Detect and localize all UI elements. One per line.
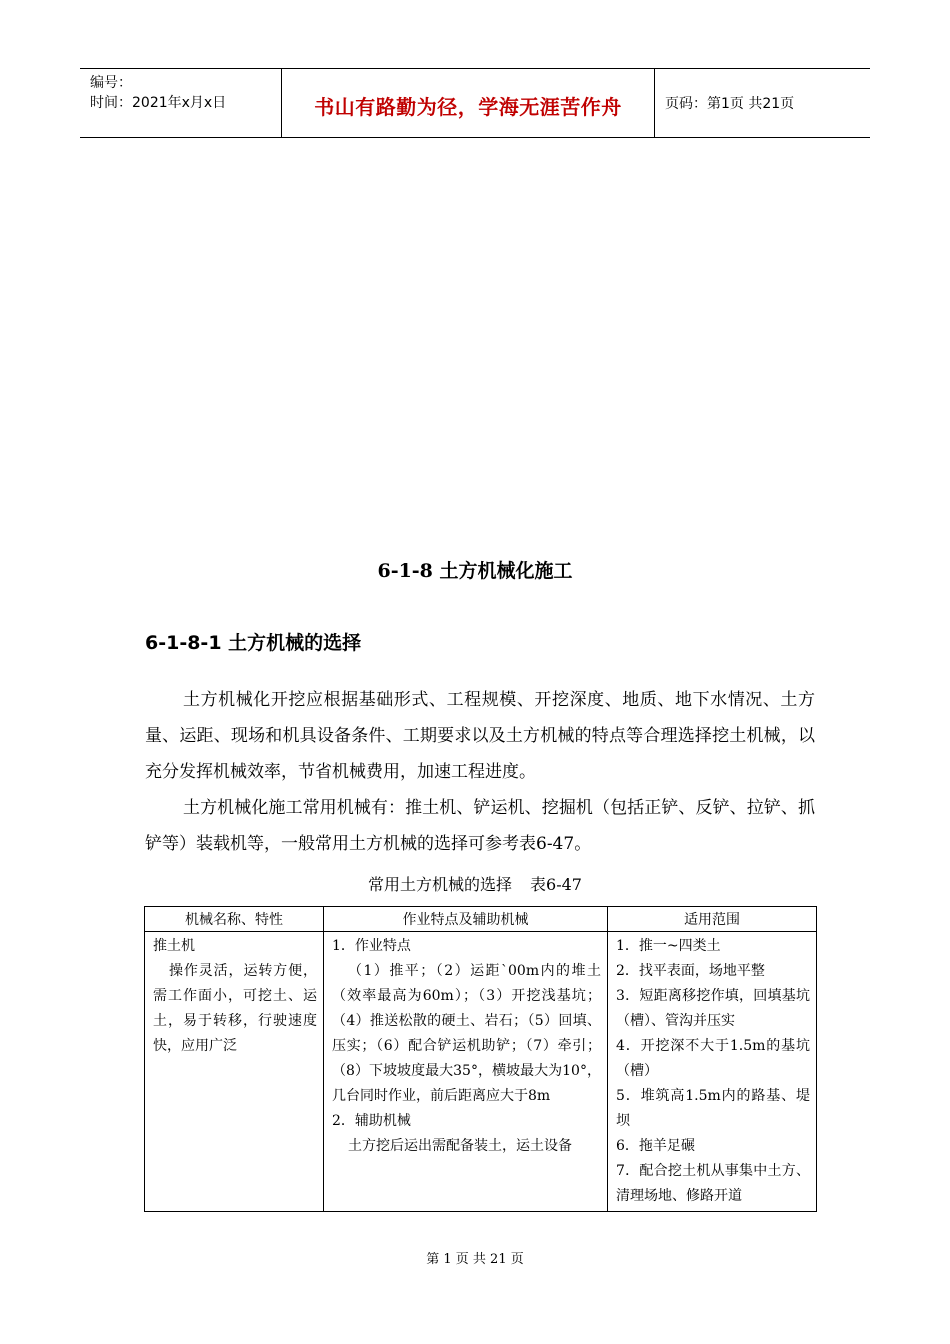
- scope-item: 6．拖羊足碾: [616, 1138, 695, 1154]
- header-page-number: 页码：第1页 共21页: [665, 96, 795, 112]
- scope-item: 7．配合挖土机从事集中土方、清理场地、修路开道: [616, 1163, 810, 1204]
- scope-cell: [608, 932, 817, 1212]
- table-header-row: [145, 907, 817, 932]
- body-paragraph: 土方机械化开挖应根据基础形式、工程规模、开挖深度、地质、地下水情况、土方量、运距、现场和机具设备条件、工期要求以及土方机械的特点等合理选择挖土机械，以充分发挥机械效率，节省机械费用，加速工程进度。: [145, 690, 815, 782]
- operation-text: （1）推平；（2）运距`00m内的堆土（效率最高为60m）；（3）开挖浅基坑；（4）推送松散的硬土、岩石；（5）回填、压实；（6）配合铲运机助铲；（7）牵引；（8）下坡坡度最大35°，横坡最大为10°，几台同时作业，前后距离应大于8m: [332, 963, 601, 1104]
- column-header: 作业特点及辅助机械: [324, 907, 608, 932]
- chapter-title: 6-1-8 土方机械化施工: [377, 560, 573, 582]
- body-paragraph: 土方机械化施工常用机械有：推土机、铲运机、挖掘机（包括正铲、反铲、拉铲、抓铲等）装载机等，一般常用土方机械的选择可参考表6-47。: [145, 798, 815, 854]
- scope-item: 2．找平表面，场地平整: [616, 963, 765, 979]
- table-caption: [0, 872, 950, 895]
- machine-traits: 操作灵活，运转方便，需工作面小，可挖土、运土，易于转移，行驶速度快，应用广泛: [153, 963, 317, 1054]
- number-label: 编号：: [90, 75, 132, 91]
- table-caption-text: 常用土方机械的选择: [368, 875, 513, 894]
- section-title: 6-1-8-1 土方机械的选择: [145, 632, 362, 654]
- operation-subheading: 2．辅助机械: [332, 1113, 411, 1129]
- page-footer: 第 1 页 共 21 页: [426, 1252, 524, 1267]
- machine-cell: [145, 932, 324, 1212]
- machinery-table: [144, 906, 817, 1212]
- scope-item: 5．堆筑高1.5m内的路基、堤坝: [616, 1088, 810, 1129]
- header-meta: [90, 73, 226, 113]
- table-caption-number: 表6-47: [530, 875, 582, 894]
- scope-item: 3．短距离移挖作填，回填基坑（槽）、管沟并压实: [616, 988, 810, 1029]
- operation-subheading: 1．作业特点: [332, 938, 411, 954]
- scope-item: 4．开挖深不大于1.5m的基坑（槽）: [616, 1038, 810, 1079]
- operation-cell: [324, 932, 608, 1212]
- page-header: [80, 68, 870, 138]
- operation-text: 土方挖后运出需配备装土，运土设备: [348, 1138, 572, 1154]
- time-label: 时间：2021年x月x日: [90, 95, 227, 111]
- header-divider: [654, 69, 655, 137]
- column-header: 机械名称、特性: [145, 907, 324, 932]
- table-row: [145, 932, 817, 1212]
- header-motto: 书山有路勤为径，学海无涯苦作舟: [314, 95, 622, 119]
- machine-name: 推土机: [153, 938, 195, 954]
- scope-item: 1．推一~四类土: [616, 938, 721, 954]
- column-header: 适用范围: [608, 907, 817, 932]
